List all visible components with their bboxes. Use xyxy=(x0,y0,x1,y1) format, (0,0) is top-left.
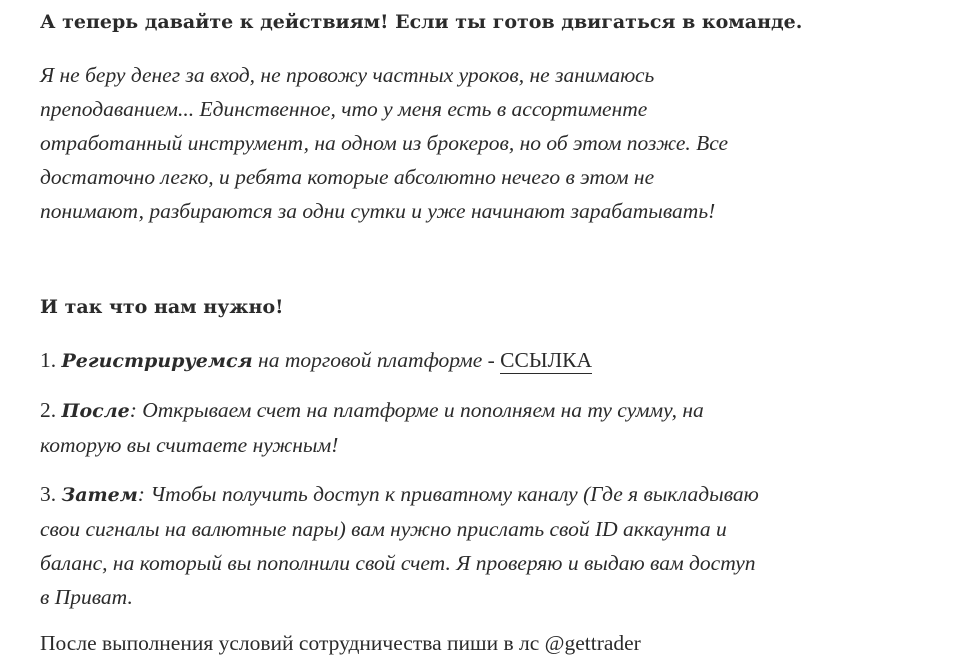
step-3-line xyxy=(40,477,920,512)
step-2-line xyxy=(40,393,920,428)
step-3 xyxy=(40,477,920,614)
step-3-keyword: Затем xyxy=(61,484,138,506)
intro-paragraph xyxy=(40,58,920,228)
registration-link[interactable]: ССЫЛКА xyxy=(500,348,593,372)
step-3-number: 3. xyxy=(40,482,57,506)
step-2-keyword: После xyxy=(61,400,130,422)
step-1 xyxy=(40,343,920,378)
heading-what-we-need: И так что нам нужно! xyxy=(40,296,284,318)
step-3-text: : Чтобы получить доступ к приватному каналу (Где я выкладываю xyxy=(137,482,759,506)
step-3-line: свои сигналы на валютные пары) вам нужно прислать свой ID аккаунта и xyxy=(40,517,727,541)
intro-line: понимают, разбираются за одни сутки и уже начинают зарабатывать! xyxy=(40,199,716,223)
intro-line: преподаванием... Единственное, что у меня есть в ассортименте xyxy=(40,97,648,121)
step-1-line xyxy=(40,343,920,378)
footer-contact-note: После выполнения условий сотрудничества пиши в лс @gettrader xyxy=(40,631,641,655)
step-3-line: в Приват. xyxy=(40,585,133,609)
intro-line: отработанный инструмент, на одном из брокеров, но об этом позже. Все xyxy=(40,131,729,155)
intro-line: Я не беру денег за вход, не провожу частных уроков, не занимаюсь xyxy=(40,63,655,87)
step-1-text: на торговой платформе - xyxy=(258,348,495,372)
step-3-line: баланс, на который вы пополнили свой счет. Я проверяю и выдаю вам доступ xyxy=(40,551,756,575)
step-2-number: 2. xyxy=(40,398,57,422)
step-1-number: 1. xyxy=(40,348,57,372)
heading-call-to-action: А теперь давайте к действиям! Если ты готов двигаться в команде. xyxy=(40,11,803,33)
step-2 xyxy=(40,393,920,462)
step-1-keyword: Регистрируемся xyxy=(61,350,253,372)
intro-line: достаточно легко, и ребята которые абсолютно нечего в этом не xyxy=(40,165,655,189)
step-2-line: которую вы считаете нужным! xyxy=(40,433,339,457)
step-2-text: : Открываем счет на платформе и пополняем на ту сумму, на xyxy=(129,398,704,422)
